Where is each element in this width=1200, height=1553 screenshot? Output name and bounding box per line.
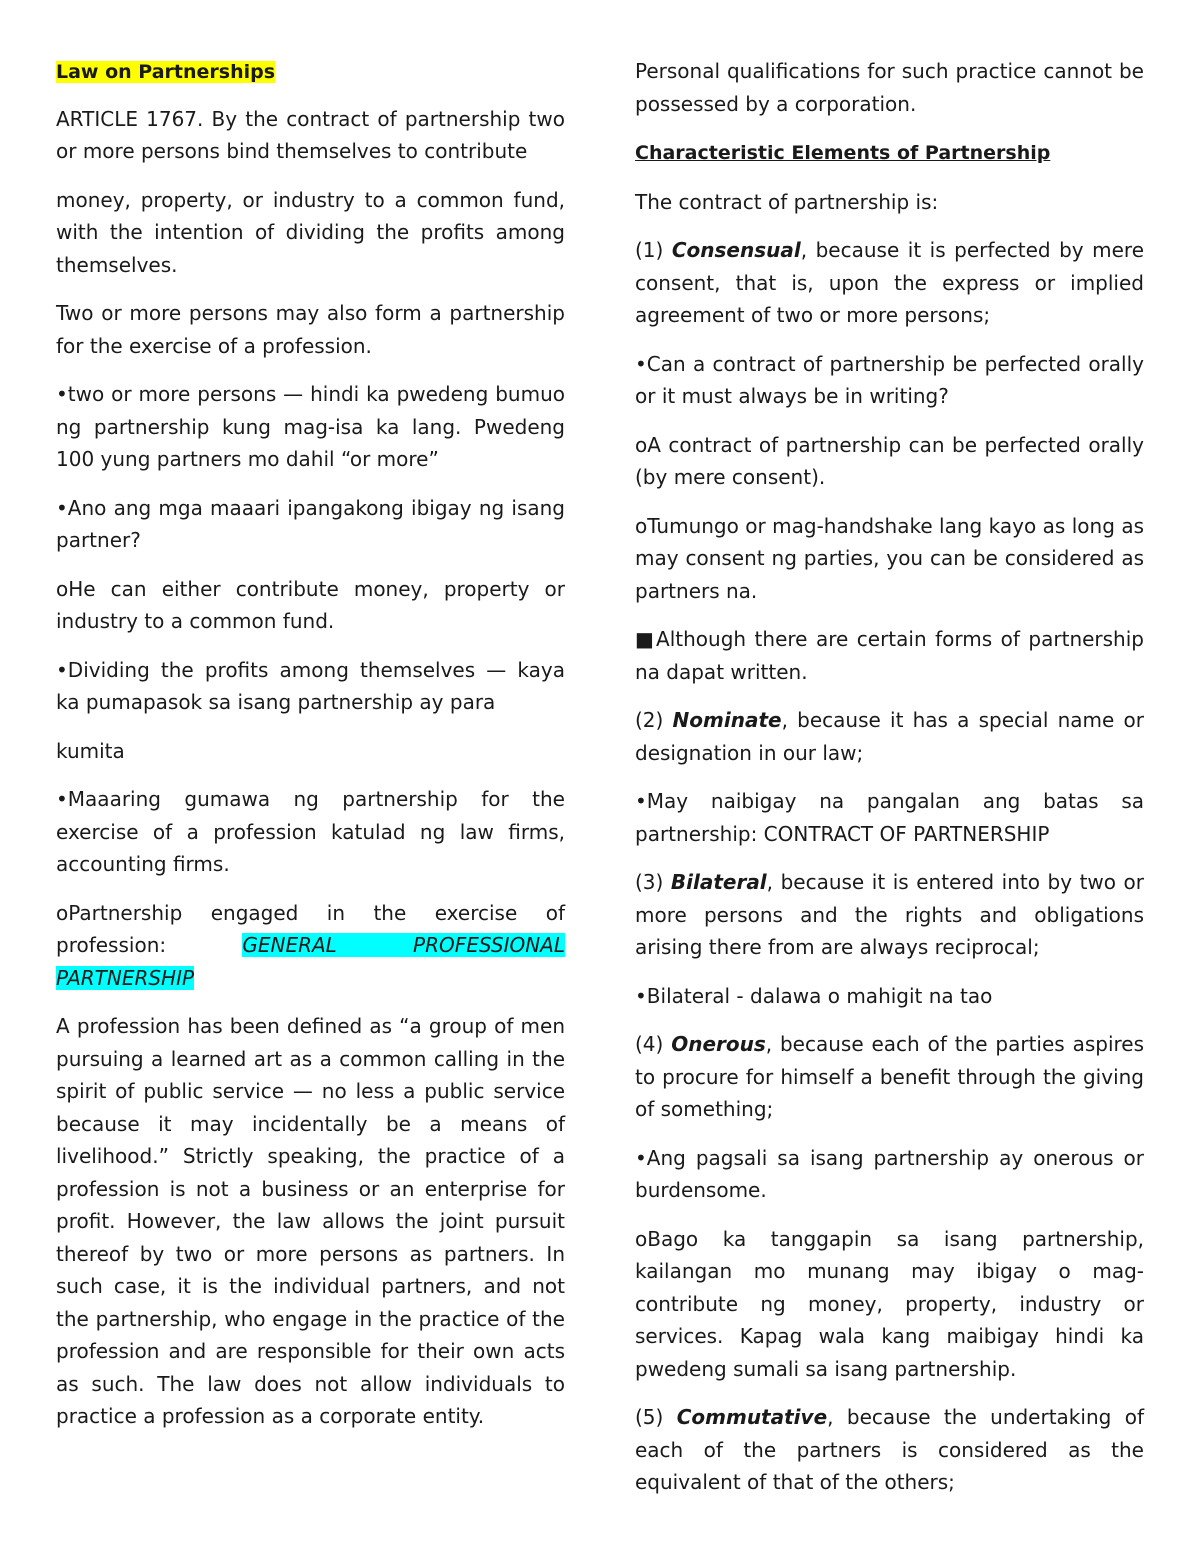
element-text: , because each of the parties aspires to procure for himself a benefit through the giving of something;	[635, 1032, 1145, 1121]
element-term: Commutative	[676, 1405, 828, 1429]
element-term: Onerous	[671, 1032, 766, 1056]
element-consensual	[635, 234, 1144, 332]
consensual-sub-3: ■Although there are certain forms of partnership na dapat written.	[635, 627, 1144, 684]
sub-general-professional-partnership	[56, 897, 565, 995]
gpp-prefix: oPartnership engaged in the exercise of profession:	[56, 900, 565, 957]
element-number: (3)	[635, 870, 671, 894]
consensual-sub-2: oTumungo or mag-handshake lang kayo as long as may consent ng parties, you can be considered as partners na.	[635, 513, 1144, 603]
profession-clause: Two or more persons may also form a partnership for the exercise of a profession.	[56, 301, 565, 358]
sub-contribution-answer: oHe can either contribute money, property or industry to a common fund.	[56, 576, 565, 633]
left-column	[56, 55, 565, 1449]
document-title: Law on Partnerships	[56, 61, 276, 83]
element-bilateral	[635, 866, 1144, 964]
element-term: Nominate	[672, 708, 782, 732]
onerous-bullet: •Ang pagsali sa isang partnership ay onerous or burdensome.	[635, 1145, 1144, 1202]
article-1767: ARTICLE 1767. By the contract of partnership two or more persons bind themselves to contribute	[56, 106, 565, 163]
element-term: Bilateral	[670, 870, 767, 894]
element-text: , because it has a special name or designation in our law;	[635, 708, 1145, 765]
onerous-sub: oBago ka tanggapin sa isang partnership, kailangan mo munang may ibigay o mag-contribute ng money, property, industry or services. Kapag wala kang maibigay hindi ka pwedeng sumali sa isang partnership.	[635, 1226, 1144, 1381]
profession-definition: A profession has been defined as “a group of men pursuing a learned art as a common calling in the spirit of public service — no less a public service because it may incidentally be a means of livelihood.” Strictly speaking, the practice of a profession is not a business or an enterprise for profit. However, the law allows the joint pursuit thereof by two or more persons as partners. In such case, it is the individual partners, and not the partnership, who engage in the practice of the profession and are responsible for their own acts as such. The law does not allow individuals to practice a profession as a corporate entity.	[56, 1014, 565, 1428]
consensual-bullet: •Can a contract of partnership be perfected orally or it must always be in writing?	[635, 351, 1144, 408]
profession-continuation: Personal qualifications for such practice cannot be possessed by a corporation.	[635, 59, 1144, 116]
document-title-line	[56, 55, 565, 89]
bullet-dividing-profits: •Dividing the profits among themselves — kaya ka pumapasok sa isang partnership ay para	[56, 657, 565, 714]
element-number: (1)	[635, 238, 672, 262]
consensual-sub-1: oA contract of partnership can be perfected orally (by mere consent).	[635, 432, 1144, 489]
bullet-contribution-question: •Ano ang mga maaari ipangakong ibigay ng isang partner?	[56, 495, 565, 552]
element-onerous	[635, 1028, 1144, 1126]
right-column	[635, 55, 1144, 1515]
element-number: (5)	[635, 1405, 677, 1429]
bullet-profession-firms: •Maaaring gumawa ng partnership for the exercise of a profession katulad ng law firms, accounting firms.	[56, 787, 565, 876]
element-commutative	[635, 1401, 1144, 1499]
bullet-two-or-more: •two or more persons — hindi ka pwedeng bumuo ng partnership kung mag-isa ka lang. Pwedeng 100 yung partners mo dahil “or more”	[56, 382, 565, 471]
nominate-bullet: •May naibigay na pangalan ang batas sa partnership: CONTRACT OF PARTNERSHIP	[635, 789, 1144, 846]
bilateral-bullet: •Bilateral - dalawa o mahigit na tao	[635, 983, 993, 1008]
element-number: (4)	[635, 1032, 672, 1056]
element-text: , because the undertaking of each of the partners is considered as the equivalent of that of the others;	[635, 1405, 1144, 1494]
element-text: , because it is entered into by two or more persons and the rights and obligations arising there from are always reciprocal;	[635, 870, 1145, 959]
gpp-highlight: GENERAL PROFESSIONAL PARTNERSHIP	[56, 933, 565, 990]
element-term: Consensual	[671, 238, 801, 262]
section-heading: Characteristic Elements of Partnership	[635, 142, 1051, 164]
section-heading-line	[635, 136, 1144, 170]
element-number: (2)	[635, 708, 673, 732]
article-continuation: money, property, or industry to a common fund, with the intention of dividing the profits among themselves.	[56, 187, 565, 277]
elements-intro: The contract of partnership is:	[635, 189, 939, 214]
element-nominate	[635, 704, 1144, 769]
bullet-dividing-profits-cont: kumita	[56, 738, 125, 763]
element-text: , because it is perfected by mere consent, that is, upon the express or implied agreement of two or more persons;	[635, 238, 1145, 327]
